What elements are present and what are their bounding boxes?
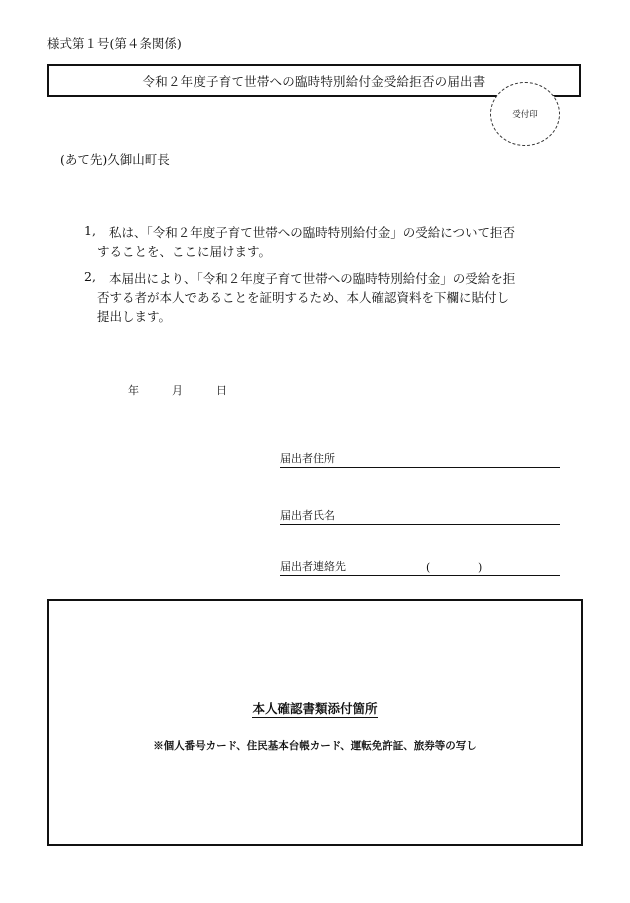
item-1-line-1: 私は、「令和２年度子育て世帯への臨時特別給付金」の受給について拒否 <box>109 225 516 240</box>
applicant-name-field[interactable] <box>280 509 560 525</box>
item-2-line-3: 提出します。 <box>97 309 172 324</box>
applicant-contact-label: 届出者連絡先 <box>280 560 346 573</box>
date-month: 月 <box>172 384 183 397</box>
attachment-title-text: 本人確認書類添付箇所 <box>252 701 378 716</box>
applicant-contact-field[interactable] <box>280 560 560 576</box>
date-line <box>128 382 227 398</box>
applicant-address-label: 届出者住所 <box>280 452 335 465</box>
reception-stamp-label: 受付印 <box>512 110 538 120</box>
attachment-title <box>47 699 583 717</box>
applicant-address-field[interactable] <box>280 452 560 468</box>
item-2-number: 2, <box>84 269 96 284</box>
addressee: (あて先)久御山町長 <box>60 152 170 167</box>
item-1-line-2: することを、ここに届けます。 <box>97 244 272 259</box>
applicant-name-label: 届出者氏名 <box>280 509 335 522</box>
date-day: 日 <box>216 384 227 397</box>
date-year: 年 <box>128 384 139 397</box>
contact-paren-open: ( <box>426 561 431 574</box>
item-2-line-1: 本届出により、「令和２年度子育て世帯への臨時特別給付金」の受給を拒 <box>109 271 516 286</box>
contact-paren-close: ) <box>478 561 483 574</box>
form-number: 様式第１号(第４条関係) <box>47 36 182 51</box>
attachment-note: ※個人番号カード、住民基本台帳カード、運転免許証、旅券等の写し <box>153 740 477 752</box>
document-title: 令和２年度子育て世帯への臨時特別給付金受給拒否の届出書 <box>142 73 486 89</box>
reception-stamp-area <box>490 82 560 146</box>
id-document-attachment-area <box>47 599 583 846</box>
item-2-line-2: 否する者が本人であることを証明するため、本人確認資料を下欄に貼付し <box>97 290 510 305</box>
item-1-number: 1, <box>84 223 96 238</box>
